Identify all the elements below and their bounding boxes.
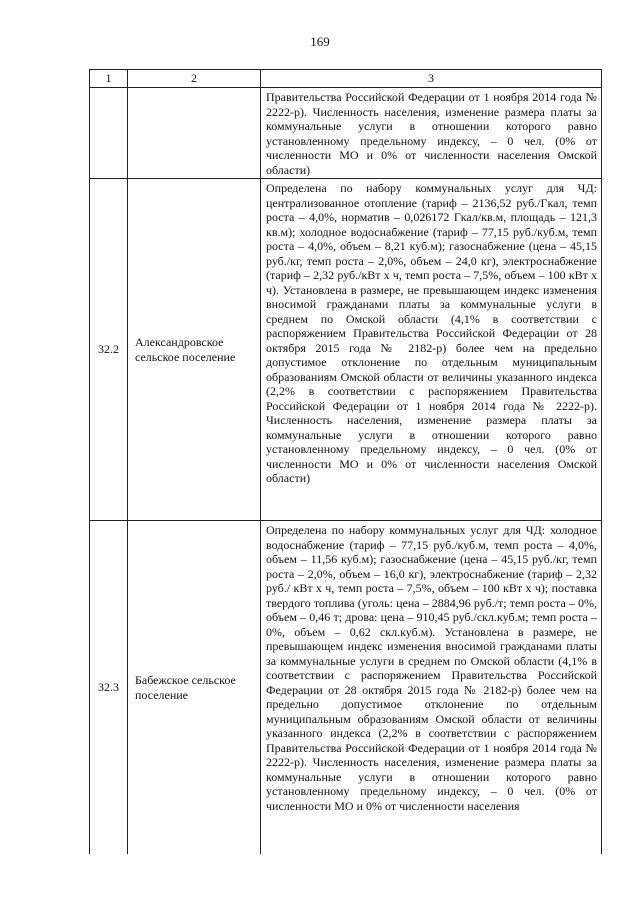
table-row <box>90 521 602 855</box>
column-header-3: 3 <box>261 70 602 88</box>
description-text: Правительства Российской Федерации от 1 ноября 2014 года № 2222-р). Численность населения, изменение размера платы за коммунальные услуги в отношении которого равно установленному предельному индексу, – 0 чел. (0% от численности МО и 0% от численности населения Омской области) <box>266 90 597 177</box>
column-header-2: 2 <box>128 70 261 88</box>
description-text: Определена по набору коммунальных услуг для ЧД: холодное водоснабжение (тариф – 77,15 руб./куб.м, темп роста – 4,0%, объем – 11,56 куб.м); газоснабжение (цена – 45,15 руб./кг, темп роста – 2,0%, объем – 16,0 кг), электроснабжение (тариф – 2,32 руб./ кВт х ч, темп роста – 7,5%, объем – 100 кВт х ч); поставка твердого топлива (уголь: цена – 2884,96 руб./т; темп роста – 0%, объем – 0,46 т; дрова: цена – 910,45 руб./скл.куб.м; темп роста – 0%, объем – 0,62 скл.куб.м). Установлена в размере, не превышающем индекс изменения вносимой гражданами платы за коммунальные услуги в среднем по Омской области (4,1% в соответствии с распоряжением Правительства Российской Федерации от 28 октября 2015 года № 2182-р) более чем на предельно допустимое отклонение по отдельным муниципальным образованиям Омской области от величины указанного индекса (2,2% в соответствии с распоряжением Правительства Российской Федерации от 1 ноября 2014 года № 2222-р). Численность населения, изменение размера платы за коммунальные услуги в отношении которого равно установленному предельному индексу, – 0 чел. (0% от численности МО и 0% от численности населения <box>266 523 597 813</box>
row-number: 32.2 <box>90 179 128 521</box>
description-text: Определена по набору коммунальных услуг для ЧД: централизованное отопление (тариф – 2136,52 руб./Гкал, темп роста – 4,0%, норматив – 0,026172 Гкал/кв.м, площадь – 121,3 кв.м); холодное водоснабжение (тариф – 77,15 руб./куб.м, темп роста – 4,0%, объем – 8,21 куб.м); газоснабжение (цена – 45,15 руб./кг, темп роста – 2,0%, объем – 24,0 кг), электроснабжение (тариф – 2,32 руб./кВт х ч, темп роста – 7,5%, объем – 100 кВт х ч). Установлена в размере, не превышающем индекс изменения вносимой гражданами платы за коммунальные услуги в среднем по Омской области (4,1% в соответствии с распоряжением Правительства Российской Федерации от 28 октября 2015 года № 2182-р) более чем на предельно допустимое отклонение по отдельным муниципальным образованиям Омской области от величины указанного индекса (2,2% в соответствии с распоряжением Правительства Российской Федерации от 1 ноября 2014 года № 2222-р). Численность населения, изменение размера платы за коммунальные услуги в отношении которого равно установленному предельному индексу, – 0 чел. (0% от численности МО и 0% от численности населения Омской области) <box>266 181 597 485</box>
table-header-row <box>90 70 602 88</box>
table-row <box>90 88 602 179</box>
municipality-name: Александровское сельское поселение <box>128 179 261 521</box>
row-number: 32.3 <box>90 521 128 855</box>
tariff-table <box>89 69 602 854</box>
page-number: 169 <box>310 34 330 49</box>
municipality-name: Бабежское сельское поселение <box>128 521 261 855</box>
row-description <box>261 88 602 179</box>
column-header-1: 1 <box>90 70 128 88</box>
row-description <box>261 521 602 855</box>
table-row <box>90 179 602 521</box>
municipality-name <box>128 88 261 179</box>
row-number <box>90 88 128 179</box>
row-description <box>261 179 602 521</box>
